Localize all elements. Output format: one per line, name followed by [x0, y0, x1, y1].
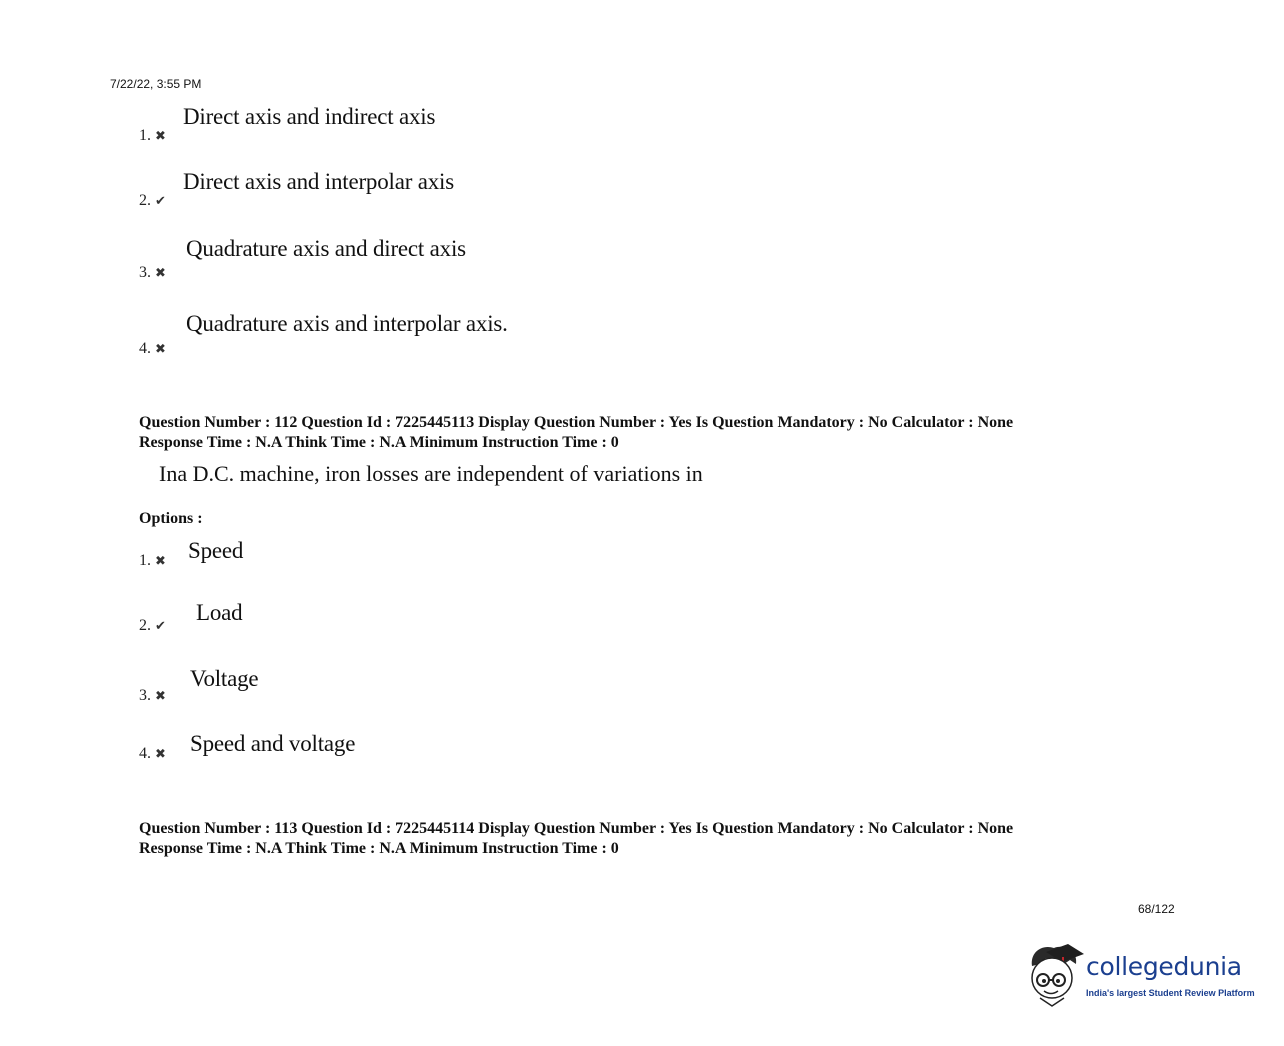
- wrong-mark-icon: ✖: [155, 554, 166, 569]
- option-number: 4.: [139, 340, 151, 357]
- q112-option-4-text: Speed and voltage: [190, 731, 356, 756]
- q112-option-4: [139, 745, 166, 763]
- q112-option-1: [139, 552, 166, 570]
- collegedunia-logo: [1024, 940, 1254, 1010]
- q112-option-3-text: Voltage: [190, 666, 259, 691]
- wrong-mark-icon: ✖: [155, 266, 166, 281]
- prev-option-1: [139, 127, 166, 145]
- question-112-meta-line-2: Response Time : N.A Think Time : N.A Minimum Instruction Time : 0: [139, 434, 619, 451]
- check-mark-icon: ✔: [155, 194, 166, 209]
- option-number: 3.: [139, 687, 151, 704]
- print-timestamp: 7/22/22, 3:55 PM: [110, 77, 202, 91]
- options-label: Options :: [139, 510, 203, 527]
- wrong-mark-icon: ✖: [155, 747, 166, 762]
- wrong-mark-icon: ✖: [155, 342, 166, 357]
- mascot-icon: [1024, 940, 1084, 1010]
- prev-option-3-text: Quadrature axis and direct axis: [186, 236, 466, 261]
- question-112-text: Ina D.C. machine, iron losses are independent of variations in: [159, 461, 703, 486]
- option-number: 1.: [139, 127, 151, 144]
- question-113-meta-line-1: Question Number : 113 Question Id : 7225445114 Display Question Number : Yes Is Question Mandatory : No Calculator : None: [139, 820, 1014, 837]
- prev-option-2-text: Direct axis and interpolar axis: [183, 169, 454, 194]
- wrong-mark-icon: ✖: [155, 129, 166, 144]
- prev-option-3: [139, 264, 166, 282]
- page-number: 68/122: [1138, 902, 1175, 916]
- prev-option-1-text: Direct axis and indirect axis: [183, 104, 436, 129]
- option-number: 3.: [139, 264, 151, 281]
- option-number: 4.: [139, 745, 151, 762]
- prev-option-4-text: Quadrature axis and interpolar axis.: [186, 311, 508, 336]
- logo-tagline: India's largest Student Review Platform: [1086, 988, 1255, 998]
- option-number: 1.: [139, 552, 151, 569]
- q112-option-2: [139, 617, 166, 635]
- option-number: 2.: [139, 192, 151, 209]
- question-112-meta-line-1: Question Number : 112 Question Id : 7225445113 Display Question Number : Yes Is Question Mandatory : No Calculator : None: [139, 414, 1014, 431]
- prev-option-4: [139, 340, 166, 358]
- q112-option-3: [139, 687, 166, 705]
- option-number: 2.: [139, 617, 151, 634]
- wrong-mark-icon: ✖: [155, 689, 166, 704]
- question-113-meta-line-2: Response Time : N.A Think Time : N.A Minimum Instruction Time : 0: [139, 840, 619, 857]
- prev-option-2: [139, 192, 166, 210]
- q112-option-1-text: Speed: [188, 538, 244, 563]
- check-mark-icon: ✔: [155, 619, 166, 634]
- q112-option-2-text: Load: [196, 600, 243, 625]
- logo-wordmark: collegedunia: [1086, 952, 1242, 981]
